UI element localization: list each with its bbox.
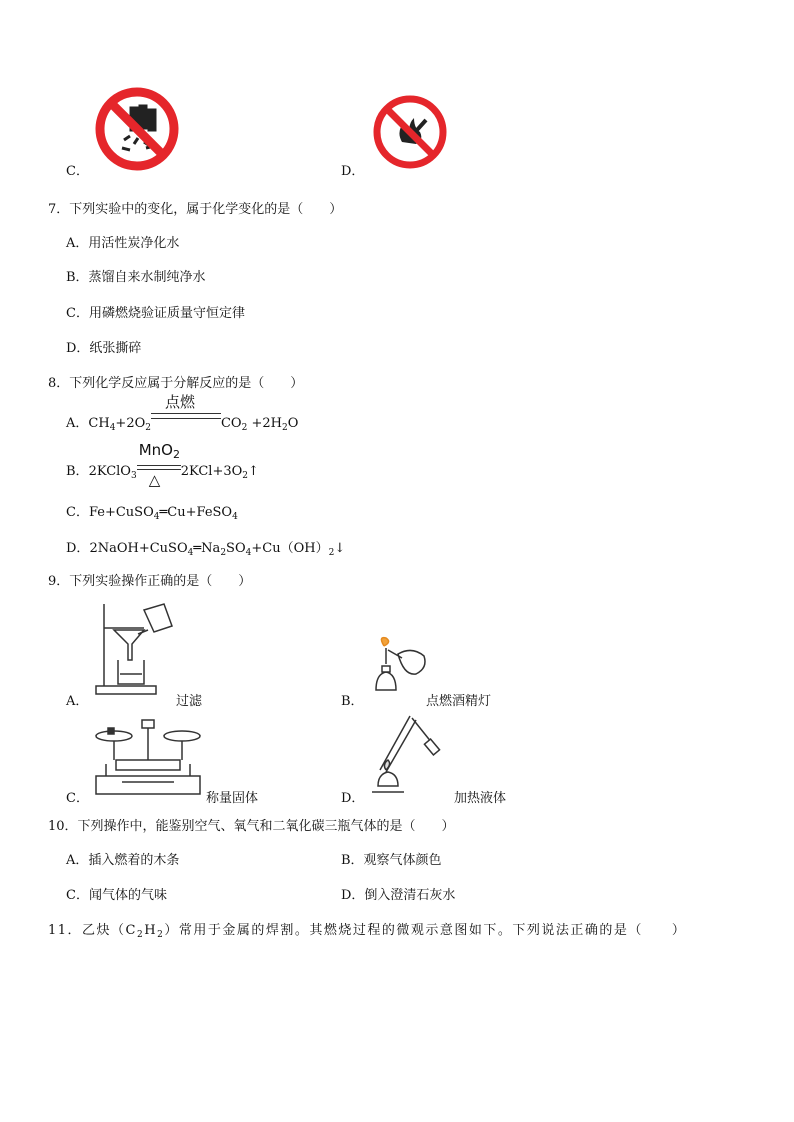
stem-text: H bbox=[144, 923, 158, 938]
question-7-stem: 7．下列实验中的变化，属于化学变化的是（ ） bbox=[48, 202, 343, 217]
q10-option-c[interactable]: C．闻气体的气味 bbox=[66, 888, 167, 903]
subscript: 4 bbox=[187, 548, 194, 558]
formula-text: O bbox=[287, 416, 299, 431]
alcohol-lamp-lighting-illustration bbox=[368, 636, 434, 698]
reaction-condition bbox=[151, 393, 221, 427]
q7-option-c[interactable]: C．用磷燃烧验证质量守恒定律 bbox=[66, 306, 245, 321]
q9-option-a-caption: 过滤 bbox=[176, 694, 203, 709]
formula-text: +2O bbox=[115, 416, 146, 431]
heating-liquid-illustration bbox=[366, 712, 448, 798]
formula-text: 2KClO bbox=[88, 464, 131, 479]
stem-text: 11．乙炔（C bbox=[48, 923, 137, 938]
no-firecrackers-sign bbox=[94, 86, 180, 172]
weighing-balance-illustration bbox=[92, 716, 204, 800]
subscript: 4 bbox=[245, 548, 252, 558]
stem-text: ）常用于金属的焊割。其燃烧过程的微观示意图如下。下列说法正确的是（ ） bbox=[164, 923, 687, 938]
q9-option-b-label[interactable]: B． bbox=[341, 694, 364, 709]
q10-option-a[interactable]: A．插入燃着的木条 bbox=[66, 853, 180, 868]
option-d-label: D． bbox=[341, 164, 365, 179]
q9-option-c-label[interactable]: C． bbox=[66, 791, 89, 806]
q10-option-b[interactable]: B．观察气体颜色 bbox=[341, 853, 442, 868]
formula-text: SO bbox=[226, 541, 246, 556]
formula-text: 2NaOH+CuSO bbox=[89, 541, 188, 556]
q9-option-b-caption: 点燃酒精灯 bbox=[426, 694, 492, 709]
subscript: 4 bbox=[109, 423, 116, 433]
q8-option-d[interactable] bbox=[66, 537, 345, 556]
question-8-stem: 8．下列化学反应属于分解反应的是（ ） bbox=[48, 376, 304, 391]
subscript: 4 bbox=[153, 512, 160, 522]
equals-sign: ═ bbox=[159, 505, 168, 520]
heat-symbol: △ bbox=[148, 471, 161, 489]
reaction-condition bbox=[137, 441, 181, 489]
question-10-stem: 10．下列操作中，能鉴别空气、氧气和二氧化碳三瓶气体的是（ ） bbox=[48, 819, 455, 834]
filtration-apparatus-illustration bbox=[92, 600, 176, 700]
formula-text: CO bbox=[220, 416, 242, 431]
option-c-label: C． bbox=[66, 164, 89, 179]
q8-option-c[interactable] bbox=[66, 501, 238, 520]
q8-option-b[interactable] bbox=[66, 441, 259, 489]
precipitate-arrow: ↓ bbox=[334, 541, 346, 556]
q9-option-a-label[interactable]: A． bbox=[66, 694, 89, 709]
subscript: 2 bbox=[241, 423, 248, 433]
q9-option-c-caption: 称量固体 bbox=[206, 791, 259, 806]
no-open-flame-sign bbox=[372, 94, 448, 170]
formula-text: CH bbox=[88, 416, 110, 431]
formula-text: Fe+CuSO bbox=[88, 505, 154, 520]
subscript: 2 bbox=[157, 930, 165, 940]
formula-text: +2H bbox=[247, 416, 282, 431]
option-label: B． bbox=[66, 464, 89, 479]
equals-sign: ═ bbox=[193, 541, 202, 556]
subscript: 2 bbox=[281, 423, 288, 433]
subscript: 2 bbox=[242, 471, 248, 481]
q9-option-d-caption: 加热液体 bbox=[454, 791, 507, 806]
catalyst-text: MnO$_2$ bbox=[138, 441, 180, 461]
gas-arrow: ↑ bbox=[248, 464, 259, 479]
formula-text: 2KCl+3O bbox=[180, 464, 243, 479]
subscript: 2 bbox=[328, 548, 335, 558]
option-label: A． bbox=[66, 416, 89, 431]
subscript: 2 bbox=[145, 423, 151, 433]
q10-option-d[interactable]: D．倒入澄清石灰水 bbox=[341, 888, 456, 903]
equals-bar bbox=[151, 413, 221, 419]
formula-text: Cu+FeSO bbox=[167, 505, 233, 520]
q8-option-a[interactable] bbox=[66, 393, 299, 433]
subscript: 4 bbox=[232, 512, 238, 522]
subscript: 2 bbox=[137, 930, 145, 940]
question-11-stem bbox=[48, 919, 686, 938]
q7-option-a[interactable]: A．用活性炭净化水 bbox=[66, 236, 180, 251]
option-label: C． bbox=[66, 505, 89, 520]
q7-option-d[interactable]: D．纸张撕碎 bbox=[66, 341, 142, 356]
formula-text: +Cu（OH） bbox=[251, 541, 329, 556]
subscript: 2 bbox=[220, 548, 227, 558]
subscript: 3 bbox=[130, 471, 137, 481]
option-label: D． bbox=[66, 541, 90, 556]
formula-text: Na bbox=[201, 541, 221, 556]
condition-text: 点燃 bbox=[164, 393, 195, 411]
equals-bar bbox=[137, 465, 181, 470]
q9-option-d-label[interactable]: D． bbox=[341, 791, 365, 806]
q7-option-b[interactable]: B．蒸馏自来水制纯净水 bbox=[66, 270, 206, 285]
question-9-stem: 9．下列实验操作正确的是（ ） bbox=[48, 574, 252, 589]
